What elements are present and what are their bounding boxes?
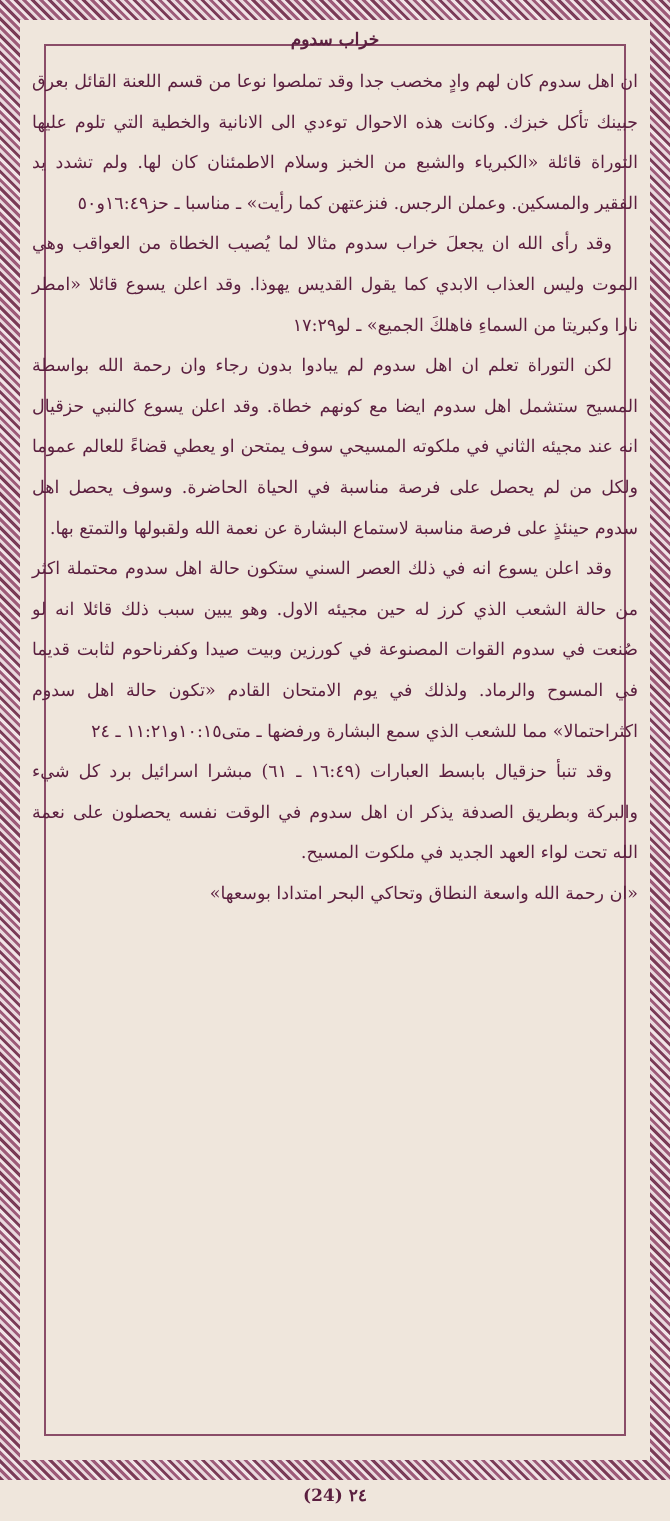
paragraph-4: وقد اعلن يسوع انه في ذلك العصر السني ستكون حالة اهل سدوم محتملة اكثر من حالة الشعب الذي كرز له حين مجيئه الاول. وهو يبين سبب ذلك قائلا انه لو صُنعت في سدوم القوات المصنوعة في كورزين وبيت صيدا وكفرناحوم لثابت قديما في المسوح والرماد. ولذلك في يوم الامتحان القادم «تكون حالة اهل سدوم اكثراحتمالا» مما للشعب الذي سمع البشارة ورفضها ـ متى١٠:١٥و١١:٢١ ـ ٢٤ [32,559,638,742]
paragraph-5: وقد تنبأ حزقيال بابسط العبارات (١٦:٤٩ ـ ٦١) مبشرا اسرائيل برد كل شيء والبركة وبطريق الصدفة يذكر ان اهل سدوم في الوقت نفسه يحصلون على نعمة الله تحت لواء العهد الجديد في ملكوت المسيح. [32,762,638,864]
page-title: خراب سدوم [290,30,380,50]
paragraph-3: لكن التوراة تعلم ان اهل سدوم لم يبادوا بدون رجاء وان رحمة الله بواسطة المسيح ستشمل اهل سدوم ايضا مع كونهم خطاة. وقد اعلن يسوع كالنبي حزقيال انه عند مجيئه الثاني في ملكوته المسيحي سوف يمتحن او يعطي قضاءً للعالم عموما ولكل من لم يحصل على فرصة مناسبة في الحياة الحاضرة. وسوف يحصل اهل سدوم حينئذٍ على فرصة مناسبة لاستماع البشارة عن نعمة الله ولقبولها والتمتع بها. [32,356,638,539]
paragraph-1: ان اهل سدوم كان لهم وادٍ مخصب جدا وقد تملصوا نوعا من قسم اللعنة القائل بعرق جبينك تأكل خبزك. وكانت هذه الاحوال توءدي الى الانانية والخطية التي تلوم عليها التوراة قائلة «الكبرياء والشبع من الخبز وسلام الاطمئنان كان لها. ولم تشدد يد الفقير والمسكين. وعملن الرجس. فنزعتهن كما رأيت» ـ مناسبا ـ حز١٦:٤٩و٥٠ [32,72,638,214]
page-number: (24) ٢٤ [303,1486,367,1506]
page-content [32,30,638,1454]
closing-quote: «ان رحمة الله واسعة النطاق وتحاكي البحر امتدادا بوسعها» [209,883,638,904]
paragraph-2: وقد رأى الله ان يجعلَ خراب سدوم مثالا لما يُصيب الخطاة من العواقب وهي الموت وليس العذاب الابدي كما يقول القديس يهوذا. وقد اعلن يسوع قائلا «امطر نارا وكبريتا من السماءِ فاهلكَ الجميع» ـ لو١٧:٢٩ [32,234,638,336]
